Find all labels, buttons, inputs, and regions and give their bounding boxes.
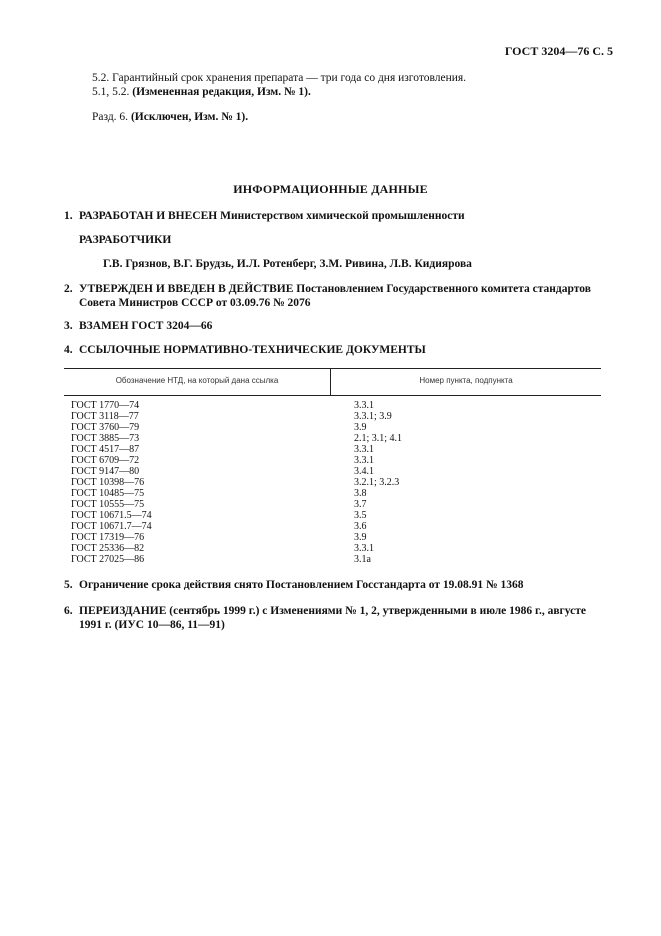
- table-cell-document: ГОСТ 10671.7—74: [71, 521, 152, 532]
- intro-line-2-amendment: (Измененная редакция, Изм. № 1).: [132, 86, 311, 98]
- table-row: [64, 488, 601, 499]
- table-row: [64, 444, 601, 455]
- intro-line-2-prefix: 5.1, 5.2.: [92, 86, 130, 98]
- item-text: ССЫЛОЧНЫЕ НОРМАТИВНО-ТЕХНИЧЕСКИЕ ДОКУМЕНТЫ: [79, 344, 426, 356]
- table-row: [64, 521, 601, 532]
- table-row: [64, 554, 601, 565]
- table-cell-document: ГОСТ 1770—74: [71, 400, 140, 411]
- intro-line-1: 5.2. Гарантийный срок хранения препарата — три года со дня изготовления.: [92, 72, 467, 84]
- item-text: ВЗАМЕН ГОСТ 3204—66: [79, 320, 213, 332]
- table-row: [64, 411, 601, 422]
- intro-line-3: [92, 111, 248, 123]
- table-cell-document: ГОСТ 3118—77: [71, 411, 139, 422]
- table-header-clause: Номер пункта, подпункта: [419, 376, 513, 385]
- info-item-1: [64, 209, 604, 223]
- table-row: [64, 532, 601, 543]
- item-number: 1.: [64, 210, 73, 222]
- item-number: 5.: [64, 579, 73, 591]
- table-cell-document: ГОСТ 10555—75: [71, 499, 145, 510]
- table-row: [64, 400, 601, 411]
- table-cell-clause: 3.3.1: [354, 455, 374, 466]
- item-text: ПЕРЕИЗДАНИЕ (сентябрь 1999 г.) с Изменениями № 1, 2, утвержденными в июле 1986 г., августе 1991 г. (ИУС 10—86, 11—91): [79, 605, 587, 631]
- table-cell-document: ГОСТ 4517—87: [71, 444, 140, 455]
- table-cell-clause: 3.1а: [354, 554, 371, 565]
- developers-names: Г.В. Грязнов, В.Г. Брудзь, И.Л. Ротенберг, З.М. Ривина, Л.В. Кидиярова: [103, 258, 472, 270]
- item-text: РАЗРАБОТАН И ВНЕСЕН Министерством химической промышленности: [79, 210, 465, 222]
- table-row: [64, 433, 601, 444]
- table-cell-document: ГОСТ 10671.5—74: [71, 510, 152, 521]
- item-number: 4.: [64, 344, 73, 356]
- intro-line-3-excluded: (Исключен, Изм. № 1).: [130, 111, 249, 123]
- table-cell-clause: 3.3.1; 3.9: [354, 411, 392, 422]
- table-row: [64, 422, 601, 433]
- table-cell-document: ГОСТ 3885—73: [71, 433, 140, 444]
- table-row: [64, 466, 601, 477]
- intro-line-3-prefix: Разд. 6.: [92, 111, 129, 123]
- table-cell-clause: 3.3.1: [354, 543, 374, 554]
- table-cell-clause: 3.3.1: [354, 400, 374, 411]
- table-cell-document: ГОСТ 3760—79: [71, 422, 140, 433]
- info-item-6: [64, 604, 604, 632]
- table-cell-clause: 3.3.1: [354, 444, 374, 455]
- table-row: [64, 510, 601, 521]
- table-cell-clause: 3.9: [354, 422, 367, 433]
- table-header-document: Обозначение НТД, на который дана ссылка: [115, 376, 279, 385]
- table-cell-clause: 3.6: [354, 521, 367, 532]
- table-cell-document: ГОСТ 9147—80: [71, 466, 140, 477]
- item-number: 3.: [64, 320, 73, 332]
- table-cell-clause: 3.5: [354, 510, 367, 521]
- table-row: [64, 543, 601, 554]
- item-number: 2.: [64, 283, 73, 295]
- table-row: [64, 499, 601, 510]
- developers-label: РАЗРАБОТЧИКИ: [79, 234, 172, 246]
- intro-line-2: [92, 86, 311, 98]
- page-header: ГОСТ 3204—76 С. 5: [504, 44, 613, 58]
- item-number: 6.: [64, 605, 73, 617]
- table-cell-document: ГОСТ 10485—75: [71, 488, 145, 499]
- table-row: [64, 477, 601, 488]
- item-text: УТВЕРЖДЕН И ВВЕДЕН В ДЕЙСТВИЕ Постановлением Государственного комитета стандартов Совета Министров СССР от 03.09.76 № 2076: [79, 283, 591, 309]
- table-row: [64, 455, 601, 466]
- info-item-2: [64, 282, 604, 310]
- table-cell-document: ГОСТ 25336—82: [71, 543, 145, 554]
- info-item-4: [64, 343, 604, 357]
- table-cell-document: ГОСТ 27025—86: [71, 554, 145, 565]
- table-cell-clause: 2.1; 3.1; 4.1: [354, 433, 403, 444]
- table-cell-document: ГОСТ 10398—76: [71, 477, 145, 488]
- table-cell-clause: 3.2.1; 3.2.3: [354, 477, 400, 488]
- section-title: ИНФОРМАЦИОННЫЕ ДАННЫЕ: [233, 182, 428, 196]
- reference-documents-table: [64, 368, 601, 565]
- table-header: [64, 368, 601, 396]
- table-body: [64, 400, 601, 565]
- info-item-3: [64, 319, 604, 333]
- table-cell-clause: 3.8: [354, 488, 367, 499]
- table-cell-document: ГОСТ 6709—72: [71, 455, 140, 466]
- table-cell-clause: 3.4.1: [354, 466, 374, 477]
- info-item-5: [64, 578, 604, 592]
- table-cell-document: ГОСТ 17319—76: [71, 532, 145, 543]
- table-cell-clause: 3.9: [354, 532, 367, 543]
- table-cell-clause: 3.7: [354, 499, 367, 510]
- item-text: Ограничение срока действия снято Постановлением Госстандарта от 19.08.91 № 1368: [79, 579, 524, 591]
